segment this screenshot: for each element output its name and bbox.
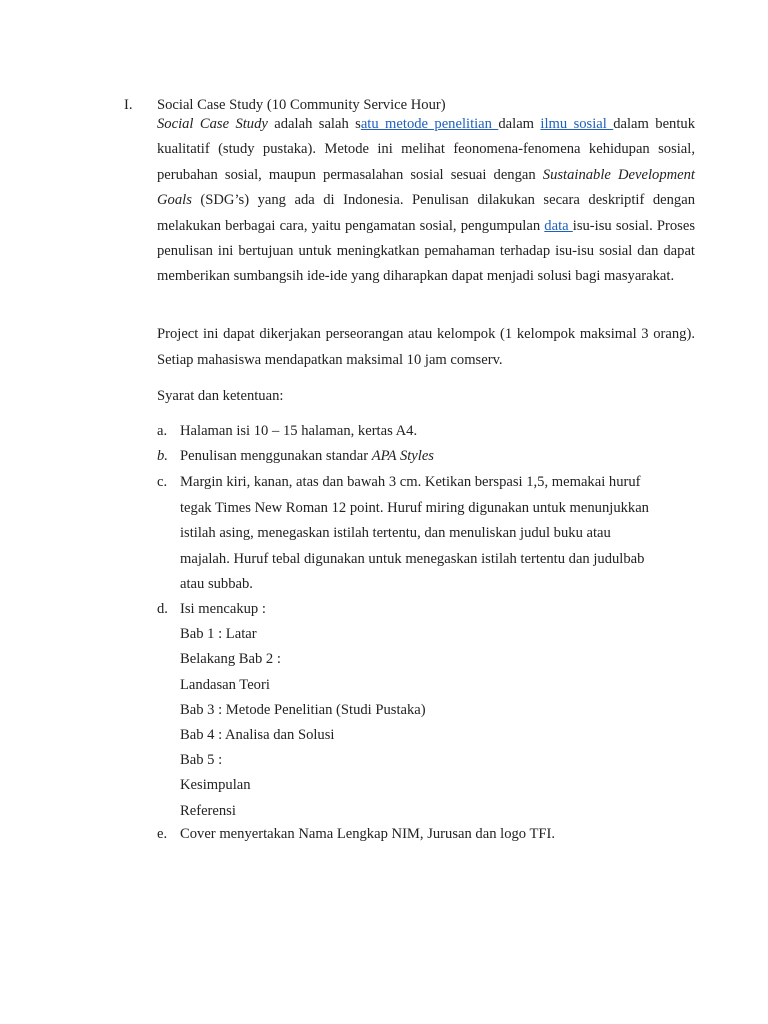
link-ilmu-sosial[interactable]: ilmu sosial [540, 116, 614, 132]
link-metode-penelitian[interactable]: atu metode penelitian [360, 116, 499, 132]
list-marker: d. [157, 601, 168, 617]
para1-text-2: dalam [498, 116, 541, 132]
list-text: Cover menyertakan Nama Lengkap NIM, Jurusan dan logo TFI. [180, 826, 556, 842]
section-title: Social Case Study (10 Community Service Hour) [157, 97, 446, 113]
list-line: Belakang Bab 2 : [180, 651, 281, 668]
section-number: I. [124, 97, 133, 113]
list-marker: b. [157, 448, 168, 464]
list-text-block [180, 470, 690, 598]
intro-paragraph [157, 112, 695, 290]
link-data[interactable]: data [544, 217, 573, 234]
list-text: Halaman isi 10 – 15 halaman, kertas A4. [180, 423, 418, 439]
list-marker: e. [157, 826, 168, 842]
list-line: tegak Times New Roman 12 point. Huruf miring digunakan untuk menunjukkan [180, 499, 649, 516]
list-line: Bab 5 : [180, 752, 223, 769]
requirements-heading: Syarat dan ketentuan: [157, 388, 284, 404]
list-text-block [180, 597, 700, 824]
list-line: Referensi [180, 802, 236, 819]
list-line: Bab 1 : Latar [180, 626, 257, 643]
term-social-case-study: Social Case Study [157, 116, 268, 132]
list-line: Landasan Teori [180, 676, 270, 693]
list-line: atau subbab. [180, 576, 253, 592]
project-paragraph: Project ini dapat dikerjakan perseorangan atau kelompok (1 kelompok maksimal 3 orang). Setiap mahasiswa mendapatkan maksimal 10 jam comserv. [157, 326, 695, 368]
list-marker: c. [157, 474, 168, 490]
list-text: Penulisan menggunakan standar [180, 448, 372, 464]
term-sdg: Sustainable Development Goals [157, 166, 695, 209]
list-line: istilah asing, menegaskan istilah tertentu, dan menuliskan judul buku atau [180, 525, 611, 541]
para1-text-1: adalah salah s [267, 116, 361, 132]
apa-styles-term: APA Styles [371, 448, 434, 464]
para1-text-3: dalam bentuk kualitatif (study pustaka). Metode ini melihat feonomena-fenomena kehidupan sosial, perubahan sosial, maupun permasalahan sosial sesuai dengan [157, 116, 695, 183]
list-line: majalah. Huruf tebal digunakan untuk menegaskan istilah tertentu dan judulbab [180, 550, 645, 567]
list-line: Isi mencakup : [180, 601, 266, 617]
para1-text-4: (SDG’s) yang ada di Indonesia. Penulisan dilakukan secara deskriptif dengan melakukan berbagai cara, yaitu pengamatan sosial, pengumpulan [157, 192, 695, 234]
para1-text-5: isu-isu sosial. Proses penulisan ini bertujuan untuk meningkatkan pemahaman terhadap isu-isu sosial dan dapat memberikan sumbangsih ide-ide yang diharapkan dapat menjadi solusi bagi masyarakat. [157, 217, 695, 285]
list-line: Kesimpulan [180, 777, 251, 794]
list-text-container [180, 445, 700, 467]
list-line: Bab 3 : Metode Penelitian (Studi Pustaka) [180, 701, 426, 718]
list-marker: a. [157, 423, 168, 439]
list-line: Bab 4 : Analisa dan Solusi [180, 727, 335, 744]
list-line: Margin kiri, kanan, atas dan bawah 3 cm. Ketikan berspasi 1,5, memakai huruf [180, 474, 641, 490]
